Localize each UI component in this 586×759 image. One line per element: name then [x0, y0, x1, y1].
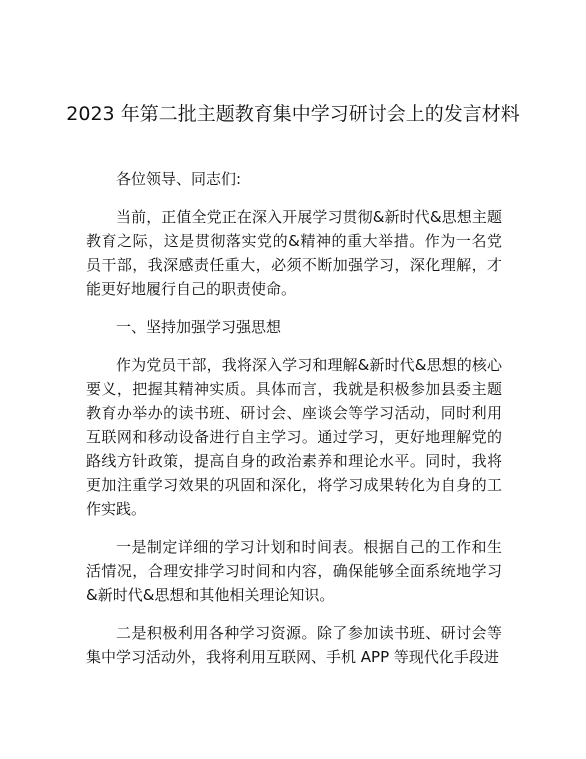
paragraph-intro: 当前，正值全党正在深入开展学习贯彻&新时代&思想主题教育之际，这是贯彻落实党的&精神的重大举措。作为一名党员干部，我深感责任重大，必须不断加强学习，深化理解，才能更好地履行自己的职责使命。 [86, 208, 502, 298]
paragraph-3: 二是积极利用各种学习资源。除了参加读书班、研讨会等集中学习活动外，我将利用互联网、手机 APP 等现代化手段进 [86, 624, 502, 666]
salutation: 各位领导、同志们: [116, 170, 242, 188]
paragraph-2: 一是制定详细的学习计划和时间表。根据自己的工作和生活情况，合理安排学习时间和内容，确保能够全面系统地学习&新时代&思想和其他相关理论知识。 [86, 538, 502, 604]
paragraph-1: 作为党员干部，我将深入学习和理解&新时代&思想的核心要义，把握其精神实质。具体而言，我就是积极参加县委主题教育办举办的读书班、研讨会、座谈会等学习活动，同时利用互联网和移动设备进行自主学习。通过学习，更好地理解党的路线方针政策，提高自身的政治素养和理论水平。同时，我将更加注重学习效果的巩固和深化，将学习成果转化为自身的工作实践。 [86, 356, 502, 518]
section-heading-1: 一、坚持加强学习强思想 [116, 318, 282, 336]
document-title: 2023 年第二批主题教育集中学习研讨会上的发言材料 [66, 103, 520, 125]
document-body [86, 167, 502, 683]
